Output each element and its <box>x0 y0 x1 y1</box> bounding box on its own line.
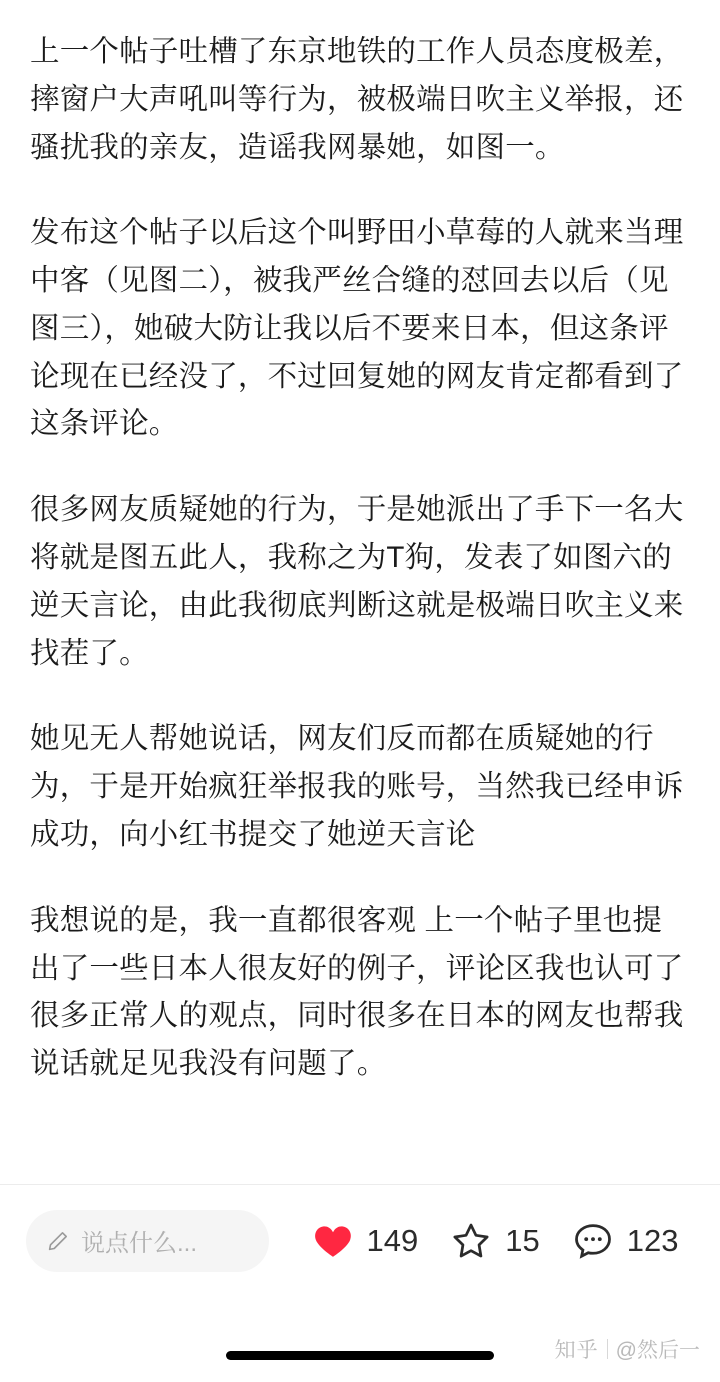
comment-count: 123 <box>626 1222 679 1258</box>
comment-button[interactable] <box>571 1219 679 1263</box>
action-bar <box>0 1184 720 1296</box>
watermark-divider <box>607 1339 608 1359</box>
pencil-icon <box>46 1229 70 1253</box>
post-paragraph: 她见无人帮她说话，网友们反而都在质疑她的行为，于是开始疯狂举报我的账号，当然我已经申诉成功，向小红书提交了她逆天言论 <box>30 722 684 851</box>
zhihu-logo: 知乎 <box>554 1339 599 1362</box>
post-paragraph: 很多网友质疑她的行为，于是她派出了手下一名大将就是图五此人，我称之为T狗，发表了如图六的逆天言论，由此我彻底判断这就是极端日吹主义来找茬了。 <box>30 493 684 670</box>
favorite-count: 15 <box>505 1222 540 1258</box>
comment-input-placeholder: 说点什么... <box>81 1230 198 1257</box>
home-indicator[interactable] <box>226 1351 494 1360</box>
post-paragraph: 上一个帖子吐槽了东京地铁的工作人员态度极差，摔窗户大声吼叫等行为，被极端日吹主义举报，还骚扰我的亲友，造谣我网暴她，如图一。 <box>30 35 684 164</box>
like-count: 149 <box>366 1222 419 1258</box>
post-paragraph: 我想说的是，我一直都很客观 上一个帖子里也提出了一些日本人很友好的例子，评论区我也认可了很多正常人的观点，同时很多在日本的网友也帮我说话就足见我没有问题了。 <box>30 903 684 1081</box>
comment-bubble-icon <box>571 1219 615 1263</box>
watermark-username: @然后一 <box>615 1339 700 1362</box>
heart-icon <box>311 1219 355 1263</box>
star-icon <box>449 1219 493 1263</box>
footer <box>0 1296 720 1382</box>
like-button[interactable] <box>311 1219 419 1263</box>
watermark <box>555 1334 700 1364</box>
action-group <box>269 1219 694 1263</box>
favorite-button[interactable] <box>449 1219 539 1263</box>
post-paragraph: 发布这个帖子以后这个叫野田小草莓的人就来当理中客（见图二），被我严丝合缝的怼回去以后（见图三），她破大防让我以后不要来日本，但这条评论现在已经没了，不过回复她的网友肯定都看到了这条评论。 <box>30 216 684 441</box>
comment-input[interactable] <box>26 1210 269 1272</box>
